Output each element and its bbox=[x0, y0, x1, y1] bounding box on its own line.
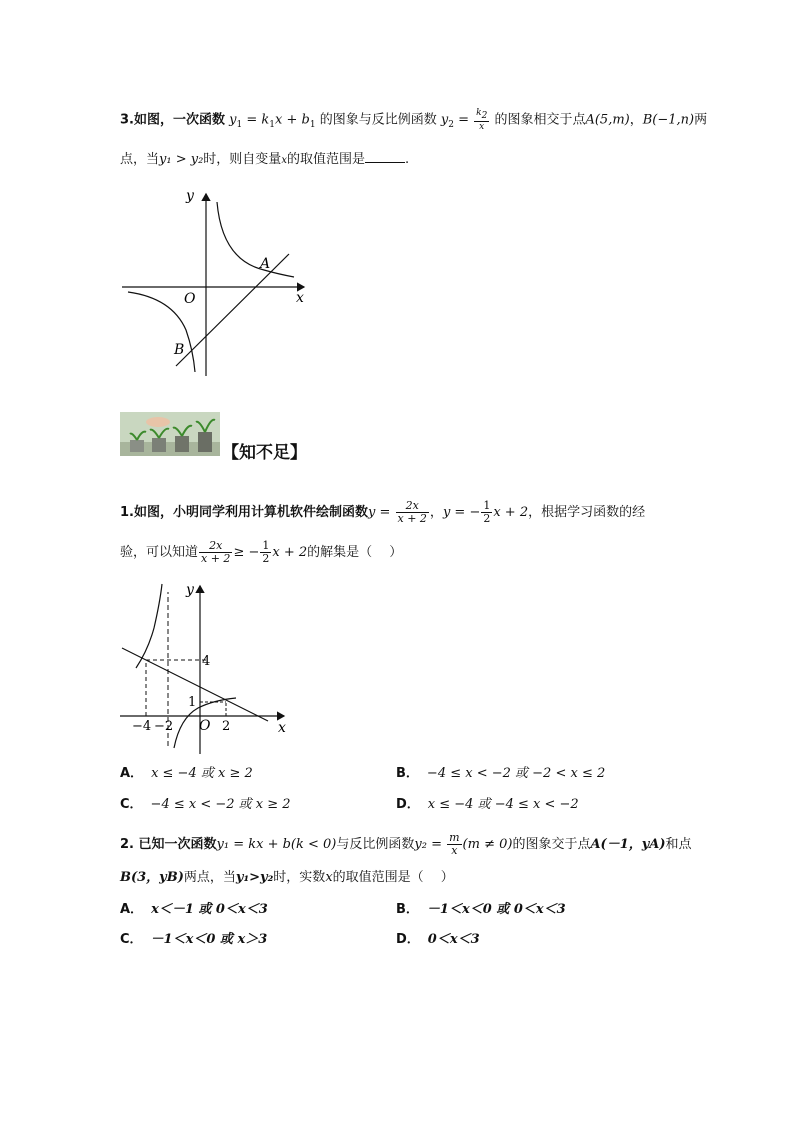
graph2-x-label: x bbox=[278, 720, 286, 736]
q1-ineq-frac: $\frac{2x}{x + 2}$ bbox=[201, 539, 231, 565]
q3-xb: x + b bbox=[275, 112, 310, 128]
q2-line2-b: 时，实数 bbox=[273, 870, 326, 885]
q3-point-b: B(−1,n) bbox=[642, 112, 695, 128]
q2-line2 bbox=[120, 868, 454, 888]
q3-line2-end: . bbox=[404, 152, 410, 167]
q2-f1: y₁ = kx + b(k < 0) bbox=[216, 837, 337, 852]
q1-option-b[interactable]: B． −4 ≤ x < −2 或 −2 < x ≤ 2 bbox=[396, 766, 606, 781]
graph1-point-b: B bbox=[174, 342, 185, 358]
hyperbola-branch-upper bbox=[217, 202, 294, 277]
graph2-tick-minus2: −2 bbox=[154, 719, 174, 734]
q3-text-b: 的图象与反比例函数 bbox=[319, 112, 437, 128]
graph2-tick-minus4: −4 bbox=[132, 719, 152, 734]
graph2-tick-1: 1 bbox=[188, 695, 197, 710]
q3-var-x: x bbox=[281, 155, 287, 166]
q3-intro: 3.如图，一次函数 bbox=[120, 112, 225, 128]
q1-intro: 1.如图，小明同学利用计算机软件绘制函数 bbox=[120, 505, 368, 520]
q1-frac2: $\frac{1}{2}$ bbox=[483, 499, 491, 525]
q1-line1-b: ，根据学习函数的经 bbox=[528, 505, 646, 520]
graph1-point-a: A bbox=[260, 256, 271, 272]
q1-option-d[interactable]: D． x ≤ −4 或 −4 ≤ x < −2 bbox=[396, 797, 579, 812]
q3-condition: y₁ > y₂ bbox=[159, 152, 204, 167]
q2-point-a: A(－1，yA) bbox=[590, 837, 666, 852]
q3-comma: ， bbox=[629, 112, 643, 128]
q2-option-a[interactable]: A． x＜－1 或 0＜x＜3 bbox=[120, 902, 268, 917]
q3-text-c: 的图象相交于点 bbox=[494, 112, 586, 128]
q1-line2-b: 的解集是（ ） bbox=[307, 545, 403, 560]
q3-fraction bbox=[474, 108, 489, 132]
q3-frac-den: x bbox=[479, 121, 485, 132]
q1-line1 bbox=[120, 500, 645, 525]
q3-eq2: = bbox=[453, 112, 474, 128]
section-title: 【知不足】 bbox=[222, 443, 307, 463]
q3-k-sub: 1 bbox=[269, 120, 275, 130]
q2-option-d[interactable]: D． 0＜x＜3 bbox=[396, 932, 480, 947]
q3-y1: y bbox=[229, 112, 237, 128]
q1-ineq-mid: ≥ − bbox=[233, 545, 260, 560]
q1-y-eq: y = bbox=[367, 505, 395, 520]
q2-option-b[interactable]: B． －1＜x＜0 或 0＜x＜3 bbox=[396, 902, 566, 917]
q3-line2-b: 时，则自变量 bbox=[203, 152, 282, 167]
q2-line2-a: 两点，当 bbox=[183, 870, 236, 885]
q1-y-eq2: y = − bbox=[442, 505, 481, 520]
graph1-origin: O bbox=[184, 291, 196, 307]
q2-var-x: x bbox=[325, 870, 333, 885]
q3-b-sub: 1 bbox=[309, 120, 316, 130]
q2-line2-c: 的取值范围是（ ） bbox=[332, 870, 454, 885]
q3-text-d: 两 bbox=[694, 112, 708, 128]
plant-coins-image bbox=[120, 412, 220, 456]
q3-line2-a: 点，当 bbox=[120, 152, 160, 167]
q3-frac-num: $k_2$ bbox=[476, 108, 488, 121]
q3-eq1: = k bbox=[242, 112, 270, 128]
graph2-tick-2: 2 bbox=[222, 719, 231, 734]
q2-option-c[interactable]: C． －1＜x＜0 或 x＞3 bbox=[120, 932, 268, 947]
q1-line2 bbox=[120, 540, 402, 565]
q1-option-a[interactable]: A． x ≤ −4 或 x ≥ 2 bbox=[120, 766, 253, 781]
q1-ineq-frac2: $\frac{1}{2}$ bbox=[262, 539, 270, 565]
q2-y2: y₂ = bbox=[414, 837, 447, 852]
graph1-y-label: y bbox=[186, 188, 194, 204]
q2-line1-d: 和点 bbox=[665, 837, 692, 852]
q1-frac1: $\frac{2x}{x + 2}$ bbox=[397, 499, 427, 525]
q2-line1-b: 与反比例函数 bbox=[336, 837, 415, 852]
graph2-tick-4: 4 bbox=[202, 654, 211, 669]
q3-line2 bbox=[120, 150, 409, 171]
q3-y1-sub: 1 bbox=[236, 120, 243, 130]
q1-sep: ， bbox=[429, 505, 443, 520]
q3-y2-sub: 2 bbox=[448, 120, 454, 130]
q1-rest1: x + 2 bbox=[493, 505, 529, 520]
q2-cond: (m ≠ 0) bbox=[462, 837, 513, 852]
q1-line2-a: 验，可以知道 bbox=[120, 545, 199, 560]
graph1-x-label: x bbox=[296, 290, 304, 306]
q1-ineq-end: x + 2 bbox=[272, 545, 308, 560]
graph2-y-label: y bbox=[186, 582, 194, 598]
q2-intro: 2. 已知一次函数 bbox=[120, 837, 217, 852]
hyperbola-left-branch bbox=[136, 584, 162, 668]
graph2-origin: O bbox=[199, 718, 211, 734]
q2-point-b: B(3，yB) bbox=[120, 870, 184, 885]
q3-answer-blank[interactable] bbox=[365, 150, 405, 163]
q3-line1 bbox=[120, 108, 707, 135]
q3-line2-c: 的取值范围是 bbox=[286, 152, 365, 167]
q1-option-c[interactable]: C． −4 ≤ x < −2 或 x ≥ 2 bbox=[120, 797, 291, 812]
q3-point-a: A(5,m) bbox=[585, 112, 630, 128]
q3-y2: y bbox=[440, 112, 449, 128]
q2-frac: $\frac{m}{x}$ bbox=[449, 831, 460, 857]
q2-line1-c: 的图象交于点 bbox=[512, 837, 591, 852]
q1-graph bbox=[118, 578, 298, 756]
q2-line1 bbox=[120, 832, 692, 857]
q3-graph bbox=[118, 180, 318, 380]
q2-condition: y₁>y₂ bbox=[235, 870, 274, 885]
linear-function-line bbox=[176, 254, 289, 366]
